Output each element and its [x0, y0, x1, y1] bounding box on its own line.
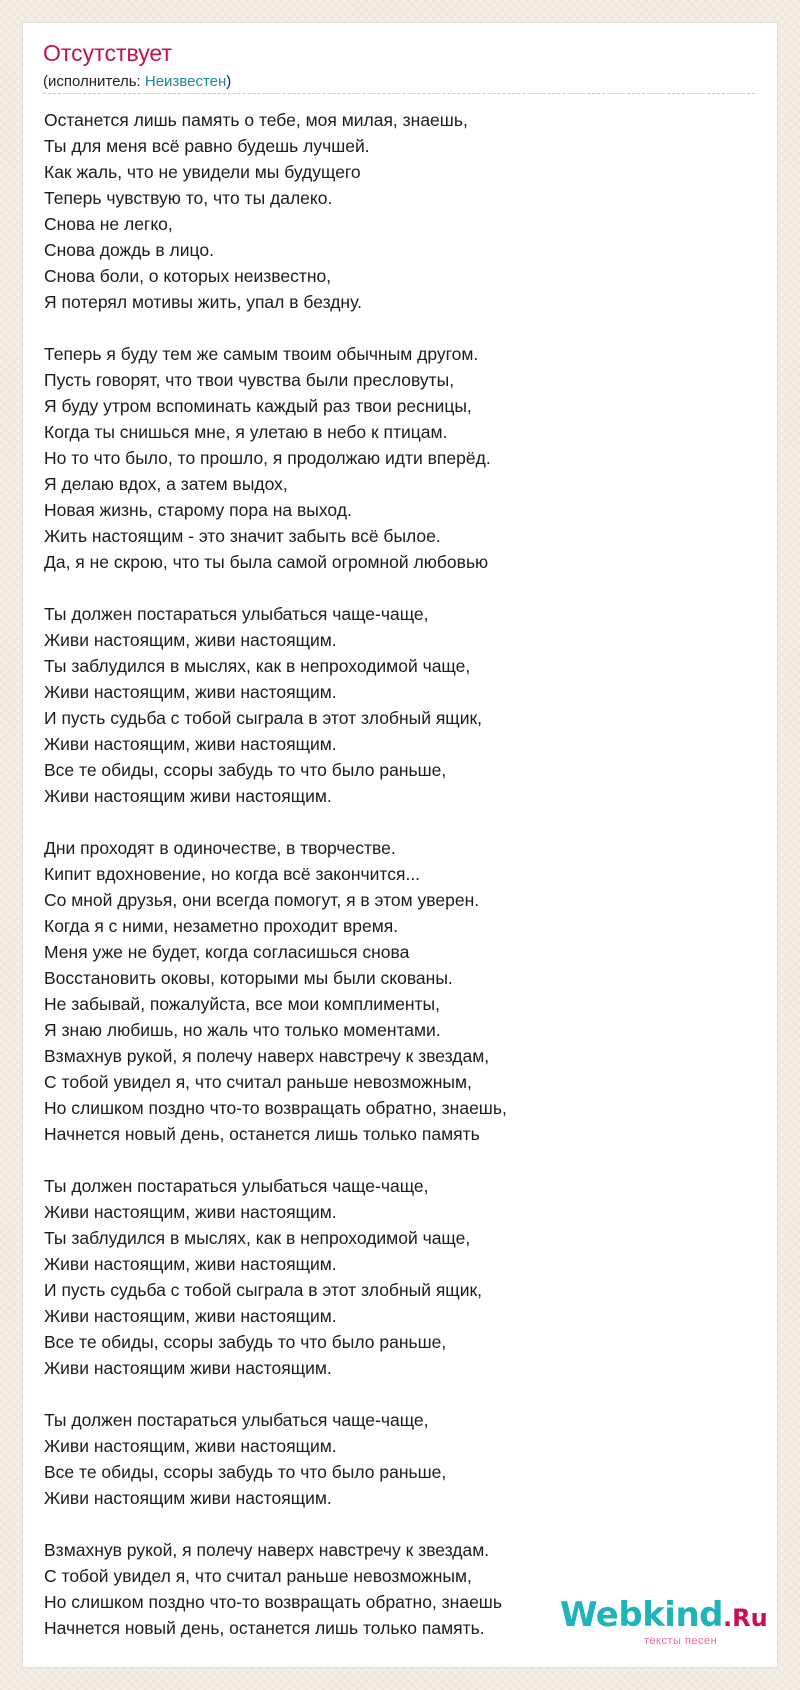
lyric-line: Кипит вдохновение, но когда всё закончится...	[44, 864, 421, 884]
lyric-line: Да, я не скрою, что ты была самой огромной любовью	[44, 552, 489, 572]
lyric-line: Ты должен постараться улыбаться чаще-чаще,	[44, 604, 429, 624]
lyric-line: Все те обиды, ссоры забудь то что было раньше,	[44, 760, 447, 780]
lyrics-stanza	[44, 107, 754, 315]
lyrics-card	[22, 22, 778, 1668]
performer-suffix: )	[226, 73, 232, 90]
lyric-line: Живи настоящим живи настоящим.	[44, 786, 332, 806]
lyric-line: Живи настоящим, живи настоящим.	[44, 1202, 337, 1222]
lyric-line: Останется лишь память о тебе, моя милая, знаешь,	[44, 110, 468, 130]
lyric-line: Меня уже не будет, когда согласишься снова	[44, 942, 410, 962]
lyric-line: Я делаю вдох, а затем выдох,	[44, 474, 288, 494]
lyric-line: Теперь я буду тем же самым твоим обычным другом.	[44, 344, 479, 364]
lyric-line: Живи настоящим, живи настоящим.	[44, 682, 337, 702]
lyric-line: Новая жизнь, старому пора на выход.	[44, 500, 352, 520]
lyric-line: Пусть говорят, что твои чувства были пресловуты,	[44, 370, 455, 390]
dashed-divider	[43, 93, 755, 94]
song-title: Отсутствует	[43, 40, 172, 66]
lyric-line: Снова не легко,	[44, 214, 173, 234]
lyric-line: Живи настоящим, живи настоящим.	[44, 1254, 337, 1274]
lyrics-stanza	[44, 835, 754, 1147]
lyric-line: Ты заблудился в мыслях, как в непроходимой чаще,	[44, 1228, 471, 1248]
lyric-line: И пусть судьба с тобой сыграла в этот злобный ящик,	[44, 1280, 483, 1300]
lyric-line: Начнется новый день, останется лишь только память.	[44, 1618, 485, 1638]
lyrics-stanza	[44, 341, 754, 575]
lyric-line: Живи настоящим живи настоящим.	[44, 1358, 332, 1378]
lyric-line: С тобой увидел я, что считал раньше невозможным,	[44, 1072, 472, 1092]
lyric-line: Ты заблудился в мыслях, как в непроходимой чаще,	[44, 656, 471, 676]
logo-tld: .Ru	[723, 1604, 768, 1632]
lyric-line: Живи настоящим, живи настоящим.	[44, 630, 337, 650]
lyric-line: Теперь чувствую то, что ты далеко.	[44, 188, 333, 208]
lyric-line: Живи настоящим живи настоящим.	[44, 1488, 332, 1508]
lyric-line: Но слишком поздно что-то возвращать обратно, знаешь,	[44, 1098, 507, 1118]
lyric-line: И пусть судьба с тобой сыграла в этот злобный ящик,	[44, 708, 483, 728]
artist-link[interactable]: Неизвестен	[144, 73, 227, 90]
lyrics-body	[44, 107, 754, 1667]
lyrics-stanza	[44, 1173, 754, 1381]
lyric-line: Со мной друзья, они всегда помогут, я в этом уверен.	[44, 890, 480, 910]
lyric-line: Живи настоящим, живи настоящим.	[44, 1436, 337, 1456]
lyric-line: Не забывай, пожалуйста, все мои комплименты,	[44, 994, 440, 1014]
lyric-line: Все те обиды, ссоры забудь то что было раньше,	[44, 1332, 447, 1352]
lyric-line: Снова боли, о которых неизвестно,	[44, 266, 332, 286]
lyric-line: Дни проходят в одиночестве, в творчестве.	[44, 838, 396, 858]
lyric-line: Но слишком поздно что-то возвращать обратно, знаешь	[44, 1592, 502, 1612]
lyric-line: Снова дождь в лицо.	[44, 240, 214, 260]
lyric-line: С тобой увидел я, что считал раньше невозможным,	[44, 1566, 472, 1586]
lyrics-stanza	[44, 1407, 754, 1511]
lyric-line: Ты должен постараться улыбаться чаще-чаще,	[44, 1176, 429, 1196]
lyric-line: Начнется новый день, останется лишь только память	[44, 1124, 480, 1144]
lyric-line: Живи настоящим, живи настоящим.	[44, 1306, 337, 1326]
lyric-line: Жить настоящим - это значит забыть всё былое.	[44, 526, 441, 546]
performer-prefix: (исполнитель:	[43, 73, 145, 90]
logo-brand: Webkind	[560, 1595, 723, 1635]
lyric-line: Я буду утром вспоминать каждый раз твои ресницы,	[44, 396, 472, 416]
lyric-line: Восстановить оковы, которыми мы были скованы.	[44, 968, 453, 988]
webkind-logo	[560, 1595, 768, 1647]
lyric-line: Когда ты снишься мне, я улетаю в небо к птицам.	[44, 422, 448, 442]
lyric-line: Как жаль, что не увидели мы будущего	[44, 162, 361, 182]
performer-line	[43, 74, 231, 89]
lyric-line: Ты для меня всё равно будешь лучшей.	[44, 136, 370, 156]
lyric-line: Я знаю любишь, но жаль что только моментами.	[44, 1020, 441, 1040]
lyric-line: Ты должен постараться улыбаться чаще-чаще,	[44, 1410, 429, 1430]
lyric-line: Взмахнув рукой, я полечу наверх навстречу к звездам,	[44, 1046, 490, 1066]
lyric-line: Я потерял мотивы жить, упал в бездну.	[44, 292, 362, 312]
lyric-line: Все те обиды, ссоры забудь то что было раньше,	[44, 1462, 447, 1482]
lyric-line: Живи настоящим, живи настоящим.	[44, 734, 337, 754]
logo-tagline: тексты песен	[644, 1635, 718, 1647]
lyric-line: Взмахнув рукой, я полечу наверх навстречу к звездам.	[44, 1540, 490, 1560]
lyric-line: Когда я с ними, незаметно проходит время.	[44, 916, 399, 936]
lyrics-stanza	[44, 601, 754, 809]
lyric-line: Но то что было, то прошло, я продолжаю идти вперёд.	[44, 448, 491, 468]
